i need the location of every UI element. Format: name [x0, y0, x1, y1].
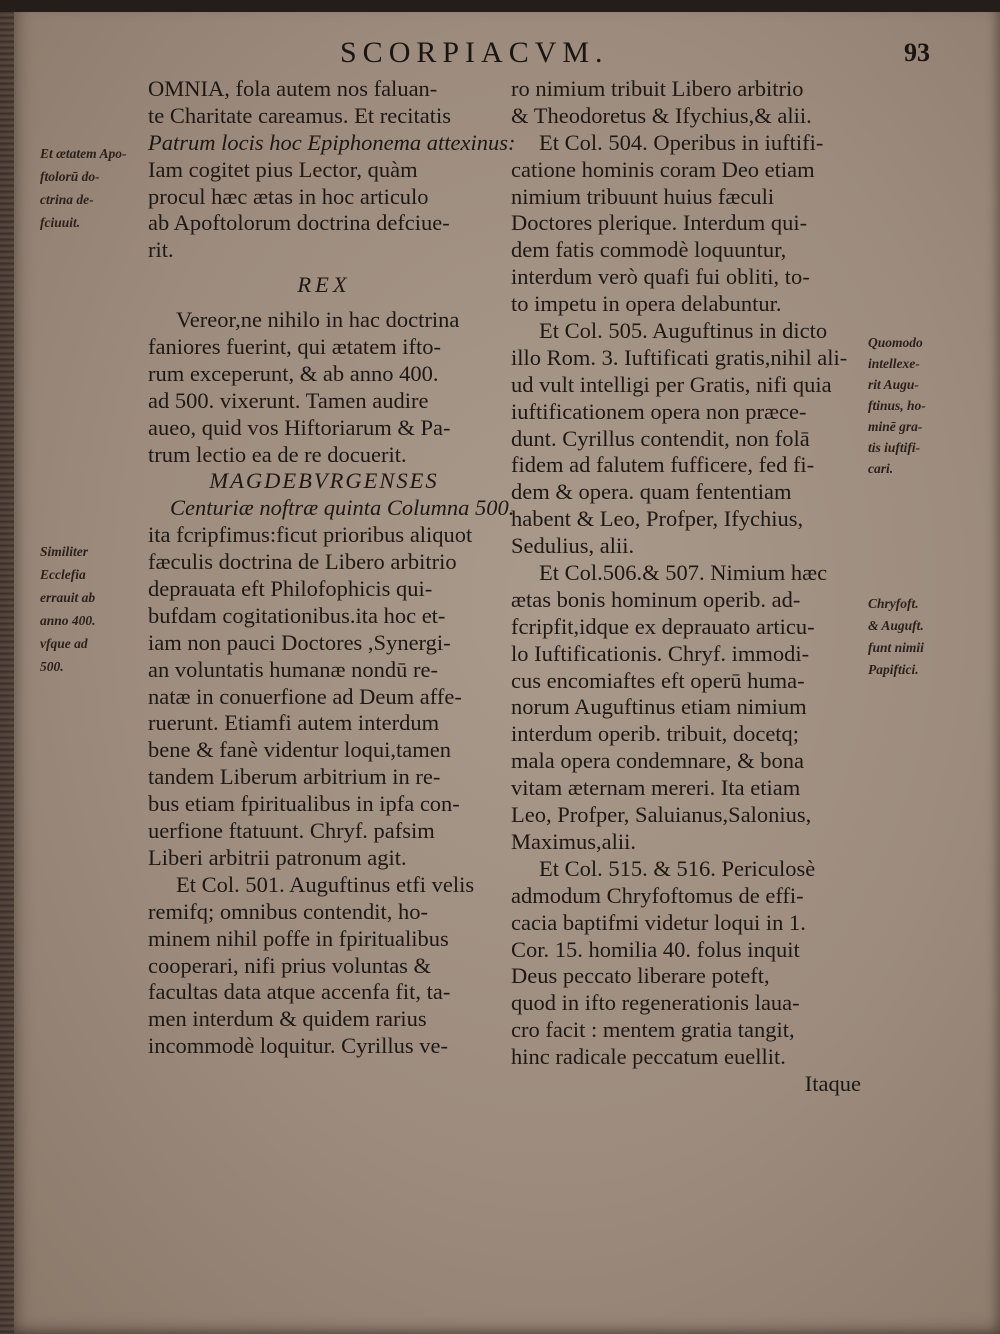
text-line: ud vult intelligi per Gratis, nifi quia [511, 371, 832, 397]
text-line: vitam æternam mereri. Ita etiam [511, 775, 801, 801]
text-line: te Charitate careamus. Et recitatis [148, 102, 451, 128]
text-line: rum exceperunt, & ab anno 400. [148, 360, 439, 386]
text-line: Vereor,ne nihilo in hac doctrina [176, 307, 460, 333]
text-line: an voluntatis humanæ nondū re- [148, 656, 438, 682]
text-line: faniores fuerint, qui ætatem ifto- [148, 334, 442, 360]
text-line: Doctores plerique. Interdum qui- [511, 210, 808, 236]
text-line: admodum Chryfoftomus de effi- [511, 882, 804, 908]
text-line: men interdum & quidem rarius [148, 1006, 427, 1032]
text-line: dunt. Cyrillus contendit, non folā [511, 425, 810, 451]
text-line: incommodè loquitur. Cyrillus ve- [148, 1033, 448, 1059]
text-line: bufdam cogitationibus.ita hoc et- [148, 602, 446, 628]
text-line: cro facit : mentem gratia tangit, [511, 1017, 795, 1043]
text-line: Et Col.506.& 507. Nimium hæc [539, 560, 828, 586]
marginal-line: errauit ab [40, 590, 96, 605]
marginal-line: Papiftici. [868, 662, 919, 677]
text-line: dem fatis commodè loquuntur, [511, 237, 787, 263]
text-line: Et Col. 504. Operibus in iuftifi- [539, 129, 824, 155]
text-line: Liberi arbitrii patronum agit. [148, 844, 407, 870]
text-line: cacia baptifmi videtur loqui in 1. [511, 909, 806, 935]
text-line: natæ in conuerfione ad Deum affe- [148, 683, 462, 709]
text-line: & Theodoretus & Ifychius,& alii. [511, 102, 812, 128]
text-line: bus etiam fpiritualibus in ipfa con- [148, 791, 460, 817]
marginal-line: ftinus, ho- [868, 398, 926, 413]
text-line: iuftificationem opera non præce- [511, 398, 807, 424]
text-line: Patrum locis hoc Epiphonema attexinus: [148, 129, 516, 155]
text-line: dem & opera. quam fententiam [511, 479, 792, 505]
text-line: procul hæc ætas in hoc articulo [148, 183, 429, 209]
text-line: cooperari, nifi prius voluntas & [148, 952, 432, 978]
marginal-line: intellexe- [868, 356, 920, 371]
speaker-heading-magdeburgenses: MAGDEBVRGENSES [209, 468, 439, 494]
marginal-line: & Auguft. [868, 618, 924, 633]
marginal-line: 500. [40, 659, 64, 674]
text-line: Et Col. 501. Auguftinus etfi velis [176, 871, 475, 897]
text-line: interdum operib. tribuit, docetq; [511, 721, 800, 747]
text-line: quod in ifto regenerationis laua- [511, 990, 800, 1016]
marginal-line: cari. [868, 461, 894, 476]
marginal-note [40, 540, 145, 678]
marginal-line: Chryfoft. [868, 596, 919, 611]
text-line: hinc radicale peccatum euellit. [511, 1044, 786, 1070]
text-line: deprauata eft Philofophicis qui- [148, 576, 433, 602]
text-line: ætas bonis hominum operib. ad- [511, 586, 801, 612]
text-line: ad 500. vixerunt. Tamen audire [148, 387, 429, 413]
text-line: iam non pauci Doctores ,Synergi- [148, 629, 451, 655]
left-column [148, 76, 516, 1060]
text-line: tandem Liberum arbitrium in re- [148, 764, 441, 790]
marginal-line: fciuuit. [40, 215, 81, 230]
text-line: OMNIA, fola autem nos faluan- [148, 76, 438, 101]
text-line: Deus peccato liberare poteft, [511, 963, 770, 989]
running-title: SCORPIACVM. [340, 36, 609, 69]
text-line: facultas data atque accenfa fit, ta- [148, 979, 451, 1005]
text-line: illo Rom. 3. Iuftificati gratis,nihil ali- [511, 344, 848, 370]
marginal-line: rit Augu- [868, 377, 919, 392]
text-line: Centuriæ noftræ quinta Columna 500. [170, 495, 515, 521]
marginal-line: minē gra- [868, 419, 923, 434]
text-line: fidem ad falutem fufficere, fed fi- [511, 452, 815, 478]
text-line: mala opera condemnare, & bona [511, 748, 804, 774]
text-line: trum lectio ea de re docuerit. [148, 441, 407, 467]
marginal-line: Ecclefia [40, 567, 86, 582]
marginal-line: ftolorū do- [40, 169, 100, 184]
catchword: Itaque [804, 1070, 861, 1096]
text-line: nimium tribuunt huius fæculi [511, 183, 775, 209]
text-line: lo Iuftificationis. Chryf. immodi- [511, 640, 810, 666]
speaker-heading-rex: REX [297, 272, 351, 298]
text-line: habent & Leo, Profper, Ifychius, [511, 506, 804, 532]
page-number: 93 [904, 38, 930, 67]
text-line: ro nimium tribuit Libero arbitrio [511, 76, 804, 101]
marginal-line: tis iuftifi- [868, 440, 921, 455]
marginal-line: Similiter [40, 544, 89, 559]
text-line: remifq; omnibus contendit, ho- [148, 898, 428, 924]
marginal-line: Et ætatem Apo- [40, 146, 127, 161]
right-column [511, 76, 867, 1098]
text-line: Maximus,alii. [511, 828, 636, 854]
text-line: fcripfit,idque ex deprauato articu- [511, 613, 815, 639]
marginal-note [868, 332, 988, 479]
text-line: ab Apoftolorum doctrina defciue- [148, 210, 450, 236]
text-line: Et Col. 505. Auguftinus in dicto [539, 318, 828, 344]
text-line: interdum verò quafi fui obliti, to- [511, 264, 810, 290]
text-line: bene & fanè videntur loqui,tamen [148, 737, 452, 763]
text-line: ita fcripfimus:ficut prioribus aliquot [148, 522, 473, 548]
text-line: catione hominis coram Deo etiam [511, 156, 815, 182]
text-line: aueo, quid vos Hiftoriarum & Pa- [148, 414, 451, 440]
text-line: Leo, Profper, Saluianus,Salonius, [511, 802, 812, 828]
text-line: fæculis doctrina de Libero arbitrio [148, 549, 457, 575]
text-line: Sedulius, alii. [511, 533, 635, 559]
marginal-line: anno 400. [40, 613, 96, 628]
text-line: rit. [148, 237, 174, 263]
text-line: cus encomiaftes eft operū huma- [511, 667, 805, 693]
page-header [0, 36, 1000, 76]
text-line: ruerunt. Etiamfi autem interdum [148, 710, 440, 736]
text-line: minem nihil poffe in fpiritualibus [148, 925, 449, 951]
text-line: uerfione ftatuunt. Chryf. pafsim [148, 818, 435, 844]
text-line: Et Col. 515. & 516. Periculosè [539, 855, 816, 881]
marginal-line: Quomodo [868, 335, 923, 350]
text-line: Iam cogitet pius Lector, quàm [148, 156, 418, 182]
text-line: norum Auguftinus etiam nimium [511, 694, 807, 720]
text-line: to impetu in opera delabuntur. [511, 291, 782, 317]
marginal-line: vfque ad [40, 636, 88, 651]
marginal-note [40, 142, 140, 234]
marginal-note [868, 593, 988, 681]
marginal-line: ctrina de- [40, 192, 94, 207]
marginal-line: funt nimii [868, 640, 924, 655]
text-line: Cor. 15. homilia 40. folus inquit [511, 936, 800, 962]
